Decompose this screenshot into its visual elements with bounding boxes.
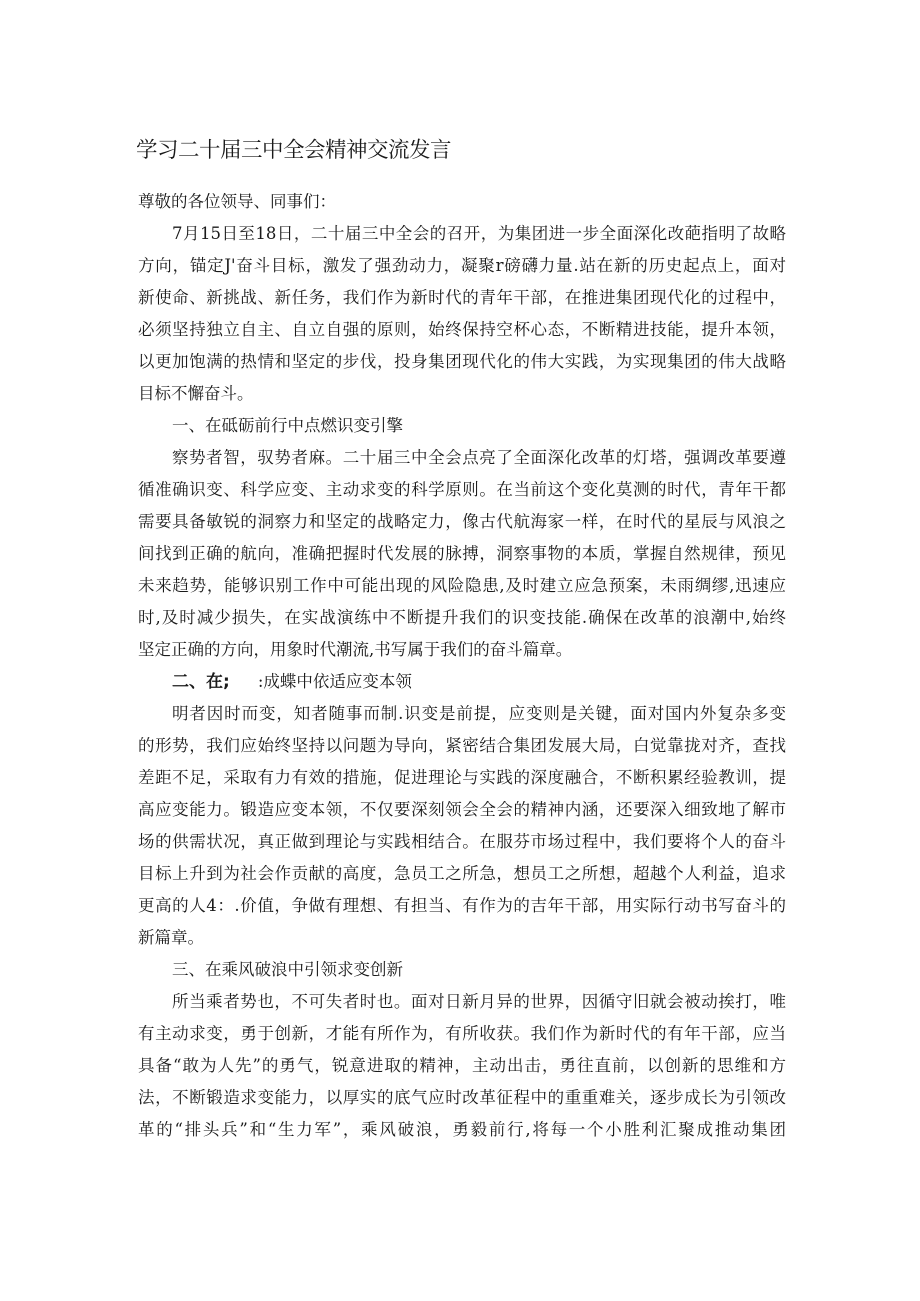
paragraph-line: 7月15日至18日，二十届三中全会的召开，为集团进一步全面深化改葩指明了故略 bbox=[172, 224, 786, 243]
paragraph-line: 必须坚持独立自主、自立自强的原则，始终保持空杯心态，不断精进技能，提升本领， bbox=[138, 320, 786, 339]
paragraph-line: 明者因时而变，知者随事而制.识变是前提，应变则是关键，面对国内外复杂多变 bbox=[172, 704, 786, 723]
paragraph-2 bbox=[138, 442, 786, 666]
paragraph-line: 间找到正确的航向，准确把握时代发展的脉搏，洞察事物的本质，掌握自然规律，预见 bbox=[138, 544, 786, 563]
paragraph-line: 方向，锚定J'奋斗目标，激发了强劲动力，凝聚r磅礴力量.站在新的历史起点上，面对 bbox=[138, 256, 786, 275]
salutation: 尊敬的各位领导、同事们： bbox=[138, 192, 336, 211]
paragraph-line: 坚定正确的方向，用象时代潮流,书写属于我们的奋斗篇章。 bbox=[138, 640, 573, 659]
paragraph-line: 所当乘者势也，不可失者时也。面对日新月异的世界，因循守旧就会被动挨打，唯 bbox=[172, 992, 786, 1011]
paragraph-line: 时,及时减少损失，在实战演练中不断提升我们的识变技能.确保在改革的浪潮中,始终 bbox=[138, 608, 786, 627]
paragraph-1 bbox=[138, 218, 786, 410]
paragraph-line: 未来趋势，能够识别工作中可能出现的风险隐患,及时建立应急预案，未雨绸缪,迅速应 bbox=[138, 576, 786, 595]
paragraph-line: 高应变能力。锻造应变本领，不仅要深刻领会全会的精神内涵，还要深入细致地了解市 bbox=[138, 800, 786, 819]
document-body bbox=[138, 186, 786, 1146]
page-title: 学习二十届三中全会精神交流发言 bbox=[136, 138, 452, 163]
section-heading-2-text: :成蝶中依适应变本领 bbox=[257, 672, 412, 691]
paragraph-line: 具备“敢为人先”的勇气，锐意进取的精神，主动出击，勇往直前，以创新的思维和方 bbox=[138, 1056, 786, 1075]
paragraph-line: 察势者智，驭势者麻。二十届三中全会点亮了全面深化改革的灯塔，强调改革要遵 bbox=[172, 448, 786, 467]
paragraph-line: 新篇章。 bbox=[138, 928, 204, 947]
paragraph-line: 有主动求变，勇于创新，才能有所作为，有所收获。我们作为新时代的有年干部，应当 bbox=[138, 1024, 786, 1043]
section-heading-1: 一、在砥砺前行中点燃识变引擎 bbox=[172, 416, 403, 435]
section-heading-2 bbox=[138, 666, 786, 698]
section-heading-2-prefix: 二、在; bbox=[172, 672, 230, 692]
paragraph-line: 的形势，我们应始终坚持以问题为导向，紧密结合集团发展大局，白觉靠拢对齐，查找 bbox=[138, 736, 786, 755]
section-heading-3: 三、在乘风破浪中引领求变创新 bbox=[172, 960, 403, 979]
paragraph-line: 场的供需状况，真正做到理论与实践相结合。在服芬市场过程中，我们要将个人的奋斗 bbox=[138, 832, 786, 851]
paragraph-line: 目标不懈奋斗。 bbox=[138, 384, 254, 403]
paragraph-line: 新使命、新挑战、新任务，我们作为新时代的青年干部，在推进集团现代化的过程中， bbox=[138, 288, 786, 307]
paragraph-line: 差距不足，采取有力有效的措施，促进理论与实践的深度融合，不断积累经验教训，提 bbox=[138, 768, 786, 787]
paragraph-3 bbox=[138, 698, 786, 954]
paragraph-line: 目标上升到为社会作贡献的高度，急员工之所急，想员工之所想，超越个人利益，追求 bbox=[138, 864, 786, 883]
paragraph-line: 以更加饱满的热情和坚定的步伐，投身集团现代化的伟大实践，为实现集团的伟大战略 bbox=[138, 352, 786, 371]
paragraph-4 bbox=[138, 986, 786, 1146]
paragraph-line: 需要具备敏锐的洞察力和坚定的战略定力，像古代航海家一样，在时代的星辰与风浪之 bbox=[138, 512, 786, 531]
paragraph-line: 更高的人4：.价值，争做有理想、有担当、有作为的吉年干部，用实际行动书写奋斗的 bbox=[138, 896, 786, 915]
paragraph-line: 革的“排头兵”和“生力军”，乘风破浪，勇毅前行,将每一个小胜利汇聚成推动集团 bbox=[138, 1120, 786, 1139]
paragraph-line: 循准确识变、科学应变、主动求变的科学原则。在当前这个变化莫测的时代，青年干都 bbox=[138, 480, 786, 499]
paragraph-line: 法，不断锻造求变能力，以厚实的底气应时改革征程中的重重难关，逐步成长为引领改 bbox=[138, 1088, 786, 1107]
